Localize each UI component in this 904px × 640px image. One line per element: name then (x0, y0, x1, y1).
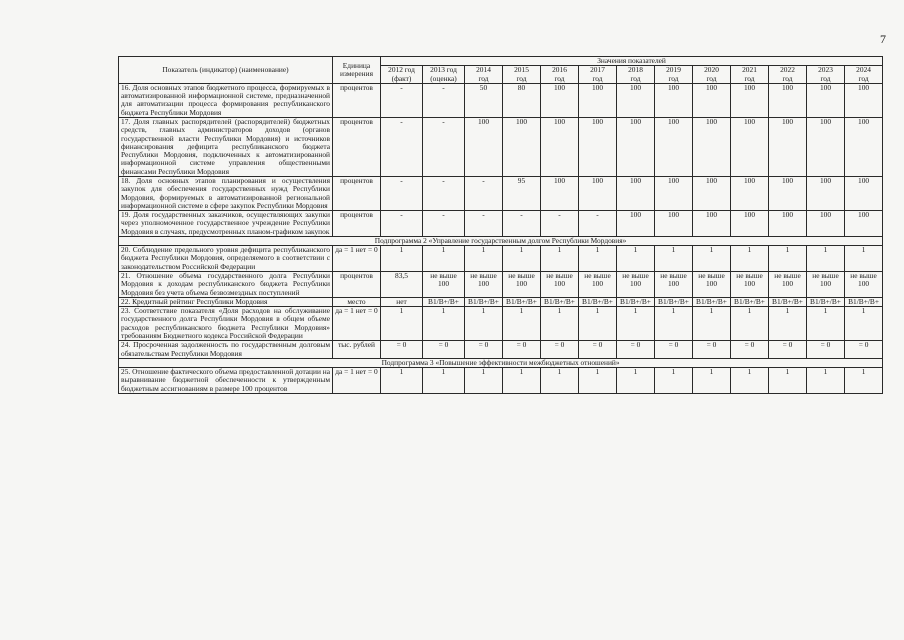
value-cell: - (423, 83, 465, 117)
value-cell: = 0 (381, 341, 423, 359)
value-cell: 100 (731, 211, 769, 237)
value-cell: не выше 100 (423, 272, 465, 298)
value-cell: 1 (731, 246, 769, 272)
value-cell: 100 (617, 176, 655, 210)
indicator-unit: процентов (333, 176, 381, 210)
table-body (119, 83, 883, 393)
indicator-name: 20. Соблюдение предельного уровня дефицита республиканского бюджета Республики Мордовия, определяемого в соответствии с законодательством Российской Федерации (119, 246, 333, 272)
value-cell: нет (381, 297, 423, 306)
value-cell: B1/B+/B+ (503, 297, 541, 306)
table-row (119, 272, 883, 298)
indicator-name: 23. Соответствие показателя «Доля расходов на обслуживание государственного долга Республики Мордовия в общем объеме расходов республиканского бюджета Республики Мордовия» требованиям Бюджетного кодекса Российской Федерации (119, 307, 333, 341)
value-cell: = 0 (655, 341, 693, 359)
header-year (381, 66, 423, 84)
indicator-unit: да = 1 нет = 0 (333, 246, 381, 272)
value-cell: B1/B+/B+ (731, 297, 769, 306)
header-year-line: 2013 год (430, 65, 457, 75)
value-cell: = 0 (845, 341, 883, 359)
value-cell: = 0 (807, 341, 845, 359)
indicator-unit: тыс. рублей (333, 341, 381, 359)
value-cell: 1 (423, 246, 465, 272)
value-cell: - (381, 83, 423, 117)
value-cell: 1 (541, 307, 579, 341)
value-cell: B1/B+/B+ (769, 297, 807, 306)
value-cell: = 0 (731, 341, 769, 359)
value-cell: 1 (381, 307, 423, 341)
value-cell: не выше 100 (579, 272, 617, 298)
header-year (541, 66, 579, 84)
value-cell: 100 (541, 117, 579, 176)
header-values-group: Значения показателей (381, 57, 883, 66)
header-year-line: 2020 (704, 65, 719, 75)
header-year (655, 66, 693, 84)
value-cell: - (465, 176, 503, 210)
header-year (465, 66, 503, 84)
value-cell: 1 (769, 368, 807, 394)
value-cell: B1/B+/B+ (693, 297, 731, 306)
value-cell: 1 (617, 246, 655, 272)
header-year-line: год (744, 73, 755, 83)
value-cell: не выше 100 (503, 272, 541, 298)
value-cell: = 0 (693, 341, 731, 359)
value-cell: 1 (579, 246, 617, 272)
header-year-line: 2023 (818, 65, 833, 75)
header-year-line: 2019 (666, 65, 681, 75)
value-cell: 100 (617, 211, 655, 237)
value-cell: 100 (769, 83, 807, 117)
value-cell: 100 (655, 117, 693, 176)
value-cell: 1 (465, 368, 503, 394)
indicator-name: 25. Отношение фактического объема предоставленной дотации на выравнивание бюджетной обеспеченности к утвержденным бюджетным ассигнованиям в размере 100 процентов (119, 368, 333, 394)
value-cell: 1 (423, 307, 465, 341)
value-cell: - (541, 211, 579, 237)
header-year (617, 66, 655, 84)
value-cell: 100 (541, 176, 579, 210)
value-cell: 1 (465, 246, 503, 272)
indicator-unit: процентов (333, 117, 381, 176)
value-cell: B1/B+/B+ (845, 297, 883, 306)
indicator-name: 18. Доля основных этапов планирования и осуществления закупок для обеспечения государственных нужд Республики Мордовия, формируемых в автоматизированной региональной информационной системе в сфере закупок Республики Мордовия (119, 176, 333, 210)
value-cell: - (381, 176, 423, 210)
value-cell: = 0 (423, 341, 465, 359)
indicator-name: 24. Просроченная задолженность по государственным долговым обязательствам Республики Мордовия (119, 341, 333, 359)
table-row (119, 297, 883, 306)
value-cell: 1 (503, 246, 541, 272)
value-cell: = 0 (579, 341, 617, 359)
value-cell: 100 (579, 117, 617, 176)
header-year (423, 66, 465, 84)
subprogram-title: Подпрограмма 3 «Повышение эффективности межбюджетных отношений» (119, 358, 883, 367)
value-cell: = 0 (541, 341, 579, 359)
header-year-line: 2015 (514, 65, 529, 75)
value-cell: 1 (465, 307, 503, 341)
value-cell: B1/B+/B+ (807, 297, 845, 306)
value-cell: не выше 100 (845, 272, 883, 298)
value-cell: 100 (541, 83, 579, 117)
value-cell: 100 (731, 117, 769, 176)
value-cell: 1 (541, 368, 579, 394)
value-cell: 100 (503, 117, 541, 176)
value-cell: 1 (503, 307, 541, 341)
header-year-line: 2017 (590, 65, 605, 75)
value-cell: 100 (769, 117, 807, 176)
value-cell: 100 (845, 211, 883, 237)
value-cell: 100 (769, 176, 807, 210)
value-cell: 100 (579, 176, 617, 210)
value-cell: 100 (731, 176, 769, 210)
header-year-line: (факт) (391, 73, 412, 83)
indicator-unit: да = 1 нет = 0 (333, 307, 381, 341)
table-row (119, 211, 883, 237)
value-cell: 1 (693, 246, 731, 272)
value-cell: не выше 100 (693, 272, 731, 298)
value-cell: 100 (579, 83, 617, 117)
table-row (119, 307, 883, 341)
indicator-name: 21. Отношение объема государственного долга Республики Мордовия к доходам республиканского бюджета Республики Мордовия без учета объема безвозмездных поступлений (119, 272, 333, 298)
indicator-unit: да = 1 нет = 0 (333, 368, 381, 394)
header-year (693, 66, 731, 84)
indicator-name: 22. Кредитный рейтинг Республики Мордовия (119, 297, 333, 306)
header-year-line: год (782, 73, 793, 83)
value-cell: 100 (807, 117, 845, 176)
value-cell: 1 (693, 307, 731, 341)
header-year-line: 2016 (552, 65, 567, 75)
value-cell: 1 (579, 368, 617, 394)
value-cell: 1 (769, 307, 807, 341)
indicator-unit: процентов (333, 272, 381, 298)
value-cell: B1/B+/B+ (655, 297, 693, 306)
value-cell: 100 (807, 211, 845, 237)
header-unit: Единица измерения (333, 57, 381, 84)
value-cell: 100 (617, 83, 655, 117)
header-year-line: год (478, 73, 489, 83)
value-cell: не выше 100 (617, 272, 655, 298)
value-cell: 1 (845, 307, 883, 341)
value-cell: не выше 100 (655, 272, 693, 298)
value-cell: 1 (579, 307, 617, 341)
indicator-unit: процентов (333, 211, 381, 237)
header-year-line: 2012 год (388, 65, 415, 75)
value-cell: 1 (845, 246, 883, 272)
header-year-line: 2018 (628, 65, 643, 75)
header-year-line: год (554, 73, 565, 83)
header-year-line: год (820, 73, 831, 83)
value-cell: B1/B+/B+ (465, 297, 503, 306)
value-cell: 1 (381, 368, 423, 394)
value-cell: 95 (503, 176, 541, 210)
value-cell: не выше 100 (541, 272, 579, 298)
header-year (503, 66, 541, 84)
value-cell: 50 (465, 83, 503, 117)
value-cell: 100 (731, 83, 769, 117)
value-cell: 1 (731, 307, 769, 341)
value-cell: 1 (655, 307, 693, 341)
value-cell: 100 (465, 117, 503, 176)
value-cell: - (423, 211, 465, 237)
value-cell: не выше 100 (769, 272, 807, 298)
table-row (119, 341, 883, 359)
subprogram-row (119, 236, 883, 245)
value-cell: = 0 (503, 341, 541, 359)
value-cell: - (423, 117, 465, 176)
indicator-unit: процентов (333, 83, 381, 117)
value-cell: 100 (693, 211, 731, 237)
value-cell: 1 (617, 368, 655, 394)
value-cell: 1 (655, 246, 693, 272)
value-cell: B1/B+/B+ (541, 297, 579, 306)
value-cell: 1 (845, 368, 883, 394)
value-cell: B1/B+/B+ (579, 297, 617, 306)
value-cell: 100 (655, 211, 693, 237)
value-cell: 1 (693, 368, 731, 394)
header-year-line: (оценка) (430, 73, 457, 83)
page-number: 7 (880, 32, 886, 46)
table-row (119, 117, 883, 176)
value-cell: 100 (693, 176, 731, 210)
indicators-table (118, 56, 883, 394)
value-cell: 1 (807, 307, 845, 341)
header-year-line: 2022 (780, 65, 795, 75)
value-cell: 100 (617, 117, 655, 176)
value-cell: не выше 100 (807, 272, 845, 298)
value-cell: B1/B+/B+ (423, 297, 465, 306)
value-cell: = 0 (617, 341, 655, 359)
header-year-line: 2014 (476, 65, 491, 75)
value-cell: 100 (807, 83, 845, 117)
value-cell: не выше 100 (465, 272, 503, 298)
value-cell: 100 (655, 176, 693, 210)
value-cell: 1 (655, 368, 693, 394)
header-year (769, 66, 807, 84)
table-row (119, 176, 883, 210)
value-cell: 100 (845, 117, 883, 176)
table-row (119, 83, 883, 117)
value-cell: - (381, 117, 423, 176)
value-cell: 100 (845, 83, 883, 117)
header-year-line: год (516, 73, 527, 83)
value-cell: = 0 (465, 341, 503, 359)
header-year-line: год (858, 73, 869, 83)
header-year-line: год (668, 73, 679, 83)
subprogram-title: Подпрограмма 2 «Управление государственным долгом Республики Мордовия» (119, 236, 883, 245)
subprogram-row (119, 358, 883, 367)
value-cell: 100 (693, 83, 731, 117)
value-cell: 1 (807, 246, 845, 272)
value-cell: - (423, 176, 465, 210)
value-cell: 1 (503, 368, 541, 394)
value-cell: - (503, 211, 541, 237)
header-year (579, 66, 617, 84)
header-year-line: 2024 (856, 65, 871, 75)
header-year-line: год (630, 73, 641, 83)
value-cell: 100 (807, 176, 845, 210)
indicator-name: 19. Доля государственных заказчиков, осуществляющих закупки через уполномоченное государственное учреждение Республики Мордовия в случаях, предусмотренных планом-графиком закупок (119, 211, 333, 237)
value-cell: 100 (845, 176, 883, 210)
value-cell: - (381, 211, 423, 237)
value-cell: 1 (769, 246, 807, 272)
value-cell: 1 (423, 368, 465, 394)
header-year-line: 2021 (742, 65, 757, 75)
value-cell: = 0 (769, 341, 807, 359)
table-row (119, 368, 883, 394)
value-cell: 1 (381, 246, 423, 272)
value-cell: 1 (541, 246, 579, 272)
header-year-line: год (706, 73, 717, 83)
indicator-name: 17. Доля главных распорядителей (распорядителей) бюджетных средств, главных администраторов доходов (органов государственной власти Республики Мордовия) и источников финансирования дефицита республиканского бюджета Республики Мордовия, подключенных к автоматизированной информационной системе управления общественными финансами Республики Мордовия (119, 117, 333, 176)
indicator-name: 16. Доля основных этапов бюджетного процесса, формируемых в автоматизированной информационной системе, предназначенной для автоматизации процесса формирования республиканского бюджета Республики Мордовия (119, 83, 333, 117)
value-cell: 1 (731, 368, 769, 394)
value-cell: не выше 100 (731, 272, 769, 298)
header-year-line: год (592, 73, 603, 83)
value-cell: 83,5 (381, 272, 423, 298)
value-cell: - (579, 211, 617, 237)
value-cell: 1 (617, 307, 655, 341)
indicator-unit: место (333, 297, 381, 306)
value-cell: 100 (769, 211, 807, 237)
header-year (731, 66, 769, 84)
value-cell: - (465, 211, 503, 237)
header-year (845, 66, 883, 84)
header-year (807, 66, 845, 84)
value-cell: B1/B+/B+ (617, 297, 655, 306)
value-cell: 100 (655, 83, 693, 117)
value-cell: 80 (503, 83, 541, 117)
value-cell: 100 (693, 117, 731, 176)
table-row (119, 246, 883, 272)
header-indicator-name: Показатель (индикатор) (наименование) (119, 57, 333, 84)
value-cell: 1 (807, 368, 845, 394)
